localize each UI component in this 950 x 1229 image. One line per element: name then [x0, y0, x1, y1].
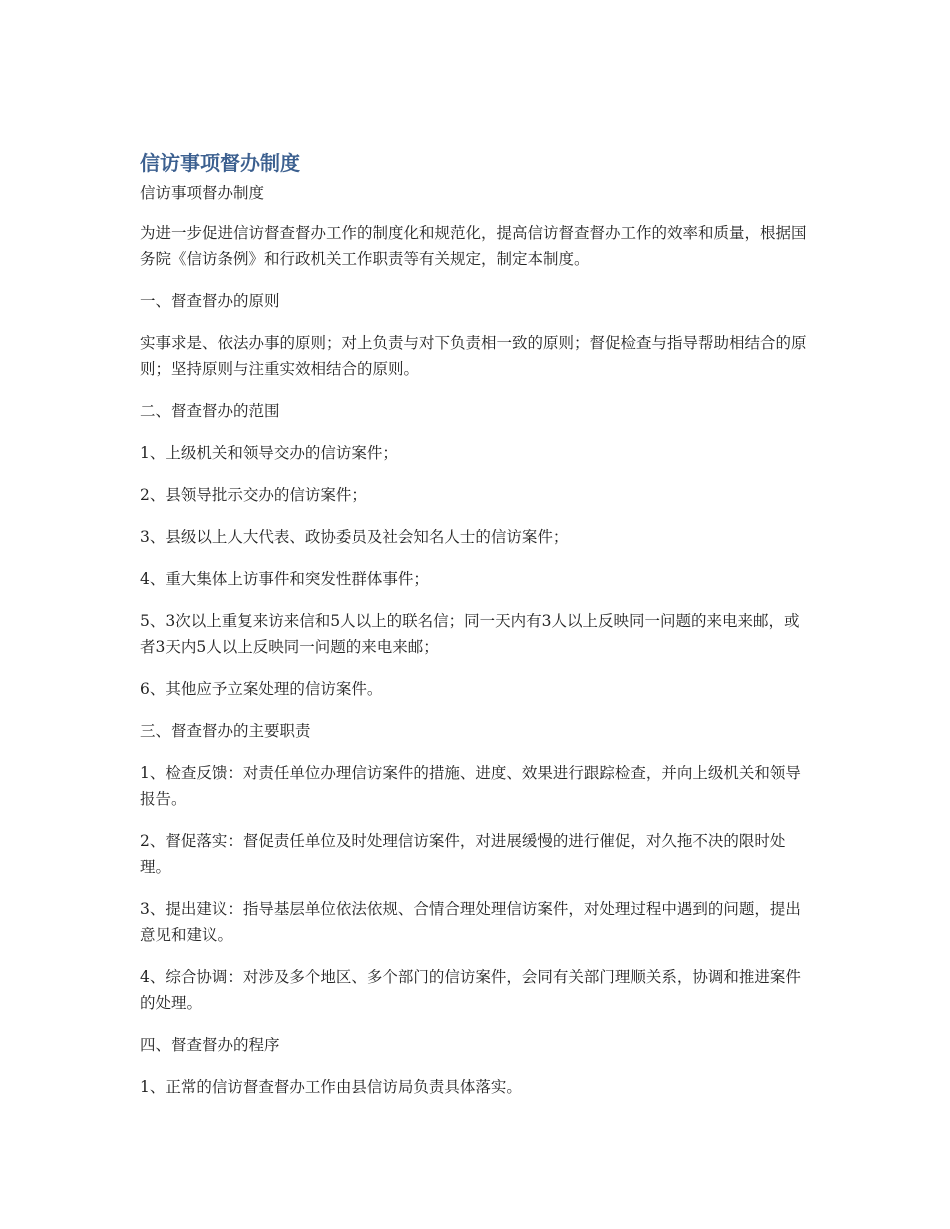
scope-item-1: 1、上级机关和领导交办的信访案件； [140, 444, 398, 462]
duty-item-1: 1、检查反馈：对责任单位办理信访案件的措施、进度、效果进行跟踪检查，并向上级机关和领导报告。 [140, 764, 801, 808]
scope-item-2: 2、县领导批示交办的信访案件； [140, 486, 367, 504]
scope-item-5: 5、3次以上重复来访来信和5人以上的联名信；同一天内有3人以上反映同一问题的来电来邮，或者3天内5人以上反映同一问题的来电来邮； [140, 612, 800, 656]
scope-item-3: 3、县级以上人大代表、政协委员及社会知名人士的信访案件； [140, 528, 569, 546]
scope-item-4: 4、重大集体上访事件和突发性群体事件； [140, 570, 429, 588]
document-page [140, 148, 810, 1100]
section-heading-principles: 一、督查督办的原则 [140, 292, 280, 310]
section-heading-procedure: 四、督查督办的程序 [140, 1036, 280, 1054]
duty-item-4: 4、综合协调：对涉及多个地区、多个部门的信访案件，会同有关部门理顺关系，协调和推进案件的处理。 [140, 968, 801, 1012]
scope-item-6: 6、其他应予立案处理的信访案件。 [140, 680, 383, 698]
duty-item-2: 2、督促落实：督促责任单位及时处理信访案件，对进展缓慢的进行催促，对久拖不决的限时处理。 [140, 832, 786, 876]
document-title: 信访事项督办制度 [140, 151, 300, 175]
document-subtitle: 信访事项督办制度 [140, 184, 265, 202]
principles-paragraph: 实事求是、依法办事的原则；对上负责与对下负责相一致的原则；督促检查与指导帮助相结合的原则；坚持原则与注重实效相结合的原则。 [140, 334, 807, 378]
duty-item-3: 3、提出建议：指导基层单位依法依规、合情合理处理信访案件，对处理过程中遇到的问题，提出意见和建议。 [140, 900, 801, 944]
section-heading-duties: 三、督查督办的主要职责 [140, 722, 311, 740]
procedure-item-1: 1、正常的信访督查督办工作由县信访局负责具体落实。 [140, 1078, 522, 1096]
intro-paragraph: 为进一步促进信访督查督办工作的制度化和规范化，提高信访督查督办工作的效率和质量，根据国务院《信访条例》和行政机关工作职责等有关规定，制定本制度。 [140, 224, 807, 268]
section-heading-scope: 二、督查督办的范围 [140, 402, 280, 420]
